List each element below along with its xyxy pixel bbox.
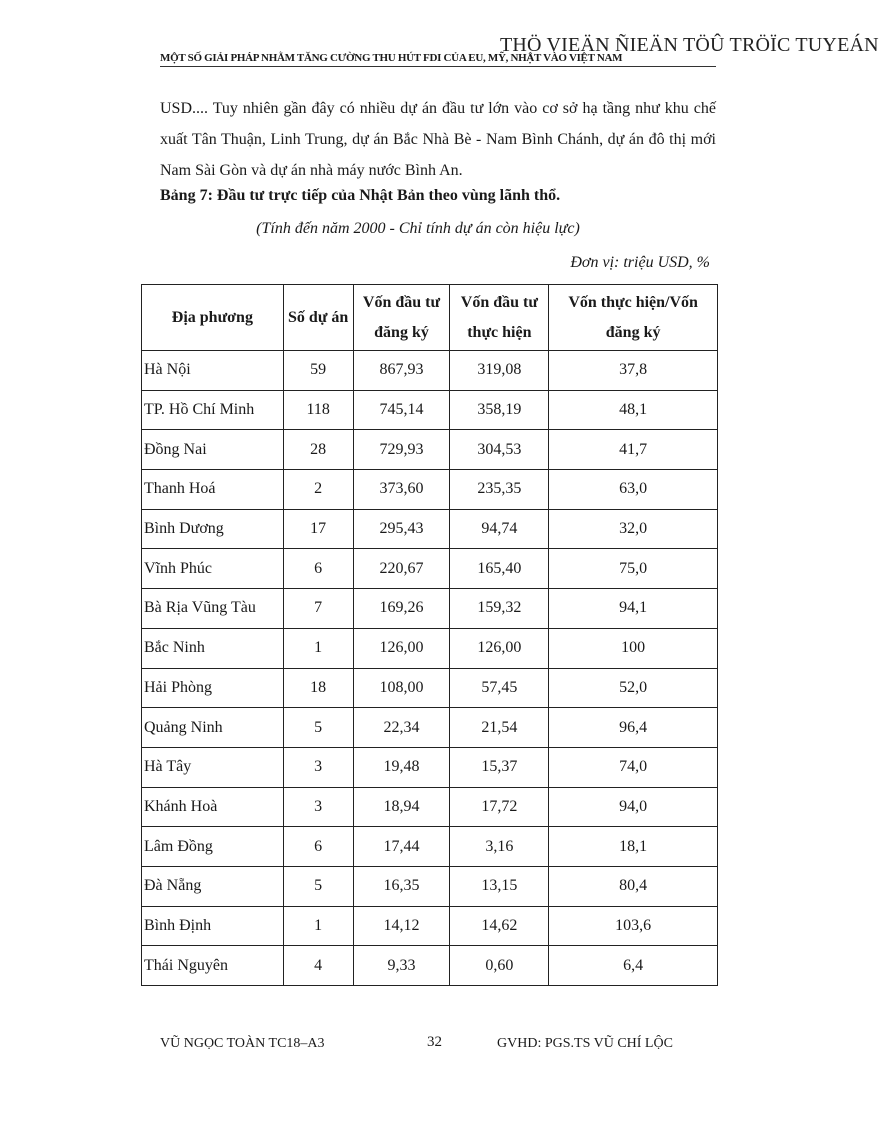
cell-registered-capital: 745,14	[353, 390, 450, 430]
cell-implementation-ratio: 96,4	[549, 708, 718, 748]
cell-location: TP. Hồ Chí Minh	[142, 390, 284, 430]
investment-table	[141, 284, 718, 986]
cell-registered-capital: 14,12	[353, 906, 450, 946]
cell-implementation-ratio: 37,8	[549, 351, 718, 391]
cell-location: Quảng Ninh	[142, 708, 284, 748]
cell-project-count: 3	[283, 747, 353, 787]
table-row	[142, 628, 718, 668]
cell-implemented-capital: 165,40	[450, 549, 549, 589]
footer-advisor: GVHD: PGS.TS VŨ CHÍ LỘC	[497, 1036, 673, 1051]
cell-project-count: 5	[283, 708, 353, 748]
cell-registered-capital: 373,60	[353, 470, 450, 510]
cell-implementation-ratio: 94,1	[549, 589, 718, 629]
table-row	[142, 787, 718, 827]
cell-implemented-capital: 14,62	[450, 906, 549, 946]
cell-registered-capital: 867,93	[353, 351, 450, 391]
cell-implemented-capital: 94,74	[450, 509, 549, 549]
table-row	[142, 866, 718, 906]
header-location: Địa phương	[142, 285, 284, 351]
cell-project-count: 1	[283, 906, 353, 946]
cell-location: Thái Nguyên	[142, 946, 284, 986]
table-row	[142, 430, 718, 470]
cell-project-count: 2	[283, 470, 353, 510]
cell-project-count: 1	[283, 628, 353, 668]
table-subtitle: (Tính đến năm 2000 - Chỉ tính dự án còn hiệu lực)	[256, 220, 580, 237]
cell-location: Hà Nội	[142, 351, 284, 391]
cell-implemented-capital: 13,15	[450, 866, 549, 906]
cell-implemented-capital: 15,37	[450, 747, 549, 787]
cell-implemented-capital: 235,35	[450, 470, 549, 510]
cell-project-count: 6	[283, 827, 353, 867]
cell-implemented-capital: 126,00	[450, 628, 549, 668]
cell-project-count: 28	[283, 430, 353, 470]
table-row	[142, 589, 718, 629]
table-row	[142, 668, 718, 708]
cell-location: Bình Dương	[142, 509, 284, 549]
cell-project-count: 5	[283, 866, 353, 906]
cell-project-count: 4	[283, 946, 353, 986]
cell-registered-capital: 220,67	[353, 549, 450, 589]
cell-implementation-ratio: 94,0	[549, 787, 718, 827]
cell-location: Vĩnh Phúc	[142, 549, 284, 589]
cell-project-count: 118	[283, 390, 353, 430]
table-row	[142, 747, 718, 787]
cell-project-count: 3	[283, 787, 353, 827]
table-header-row	[142, 285, 718, 351]
table-row	[142, 708, 718, 748]
cell-registered-capital: 9,33	[353, 946, 450, 986]
cell-location: Thanh Hoá	[142, 470, 284, 510]
cell-implemented-capital: 304,53	[450, 430, 549, 470]
body-paragraph: USD.... Tuy nhiên gần đây có nhiều dự án đầu tư lớn vào cơ sở hạ tầng như khu chế xuất Tân Thuận, Linh Trung, dự án Bắc Nhà Bè - Nam Bình Chánh, dự án đô thị mới Nam Sài Gòn và dự án nhà máy nước Bình An.	[160, 100, 716, 179]
cell-registered-capital: 16,35	[353, 866, 450, 906]
cell-registered-capital: 108,00	[353, 668, 450, 708]
cell-implementation-ratio: 52,0	[549, 668, 718, 708]
header-project-count: Số dự án	[283, 285, 353, 351]
cell-location: Đồng Nai	[142, 430, 284, 470]
cell-project-count: 18	[283, 668, 353, 708]
page-number: 32	[427, 1034, 442, 1050]
header-registered-capital: Vốn đầu tư đăng ký	[353, 285, 450, 351]
table-row	[142, 509, 718, 549]
cell-implementation-ratio: 48,1	[549, 390, 718, 430]
cell-registered-capital: 22,34	[353, 708, 450, 748]
table-row	[142, 351, 718, 391]
header-implemented-capital: Vốn đầu tư thực hiện	[450, 285, 549, 351]
cell-implementation-ratio: 18,1	[549, 827, 718, 867]
cell-implemented-capital: 3,16	[450, 827, 549, 867]
cell-registered-capital: 729,93	[353, 430, 450, 470]
cell-location: Khánh Hoà	[142, 787, 284, 827]
cell-location: Đà Nẵng	[142, 866, 284, 906]
cell-project-count: 59	[283, 351, 353, 391]
cell-implementation-ratio: 32,0	[549, 509, 718, 549]
table-row	[142, 470, 718, 510]
cell-implementation-ratio: 6,4	[549, 946, 718, 986]
cell-location: Bà Rịa Vũng Tàu	[142, 589, 284, 629]
footer-author: VŨ NGỌC TOÀN TC18–A3	[160, 1036, 325, 1051]
cell-implemented-capital: 17,72	[450, 787, 549, 827]
cell-implementation-ratio: 41,7	[549, 430, 718, 470]
cell-location: Hải Phòng	[142, 668, 284, 708]
table-row	[142, 946, 718, 986]
cell-project-count: 6	[283, 549, 353, 589]
table-unit: Đơn vị: triệu USD, %	[570, 254, 710, 271]
cell-registered-capital: 18,94	[353, 787, 450, 827]
cell-implemented-capital: 319,08	[450, 351, 549, 391]
table-title: Bảng 7: Đầu tư trực tiếp của Nhật Bản theo vùng lãnh thổ.	[160, 187, 561, 204]
cell-project-count: 7	[283, 589, 353, 629]
cell-registered-capital: 169,26	[353, 589, 450, 629]
cell-location: Hà Tây	[142, 747, 284, 787]
header-implementation-ratio: Vốn thực hiện/Vốn đăng ký	[549, 285, 718, 351]
library-watermark: THÖ VIEÄN ÑIEÄN TÖÛ TRÖÏC TUYEÁN	[500, 34, 879, 56]
cell-project-count: 17	[283, 509, 353, 549]
table-row	[142, 390, 718, 430]
cell-implementation-ratio: 80,4	[549, 866, 718, 906]
cell-implemented-capital: 21,54	[450, 708, 549, 748]
cell-registered-capital: 295,43	[353, 509, 450, 549]
cell-registered-capital: 17,44	[353, 827, 450, 867]
cell-implementation-ratio: 75,0	[549, 549, 718, 589]
cell-implemented-capital: 57,45	[450, 668, 549, 708]
cell-registered-capital: 19,48	[353, 747, 450, 787]
table-body	[142, 351, 718, 986]
running-header: MỘT SỐ GIẢI PHÁP NHẰM TĂNG CƯỜNG THU HÚT FDI CỦA EU, MỸ, NHẬT VÀO VIỆT NAM	[160, 52, 716, 67]
table-row	[142, 549, 718, 589]
cell-location: Bình Định	[142, 906, 284, 946]
cell-implemented-capital: 159,32	[450, 589, 549, 629]
cell-implementation-ratio: 74,0	[549, 747, 718, 787]
cell-implemented-capital: 0,60	[450, 946, 549, 986]
table-row	[142, 906, 718, 946]
cell-registered-capital: 126,00	[353, 628, 450, 668]
cell-implementation-ratio: 103,6	[549, 906, 718, 946]
cell-implemented-capital: 358,19	[450, 390, 549, 430]
cell-implementation-ratio: 63,0	[549, 470, 718, 510]
cell-location: Bắc Ninh	[142, 628, 284, 668]
table-row	[142, 827, 718, 867]
cell-implementation-ratio: 100	[549, 628, 718, 668]
cell-location: Lâm Đồng	[142, 827, 284, 867]
